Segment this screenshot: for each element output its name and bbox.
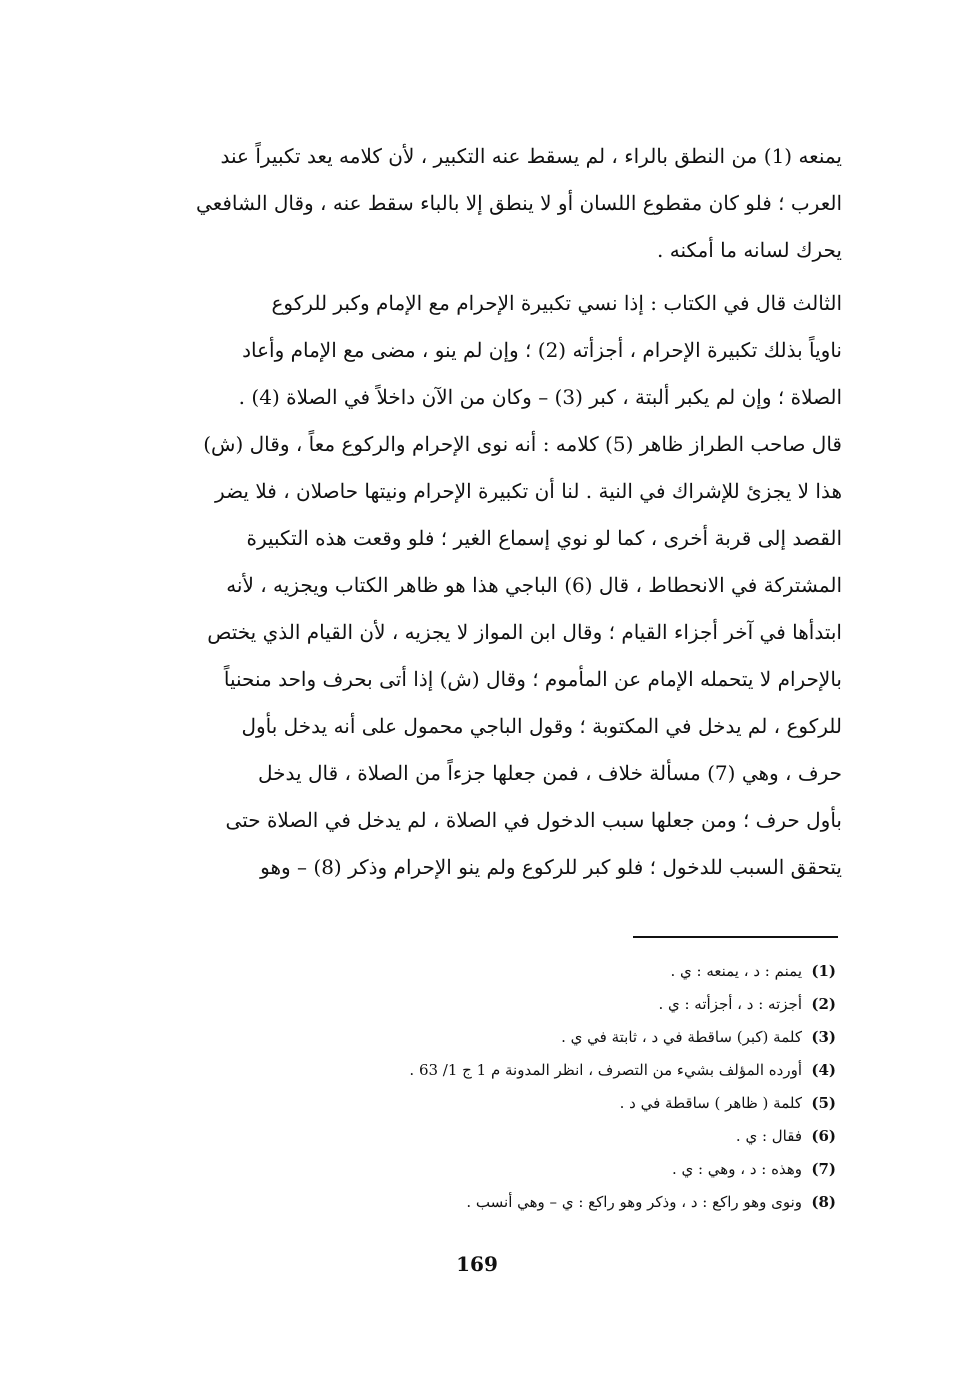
footnote-text: وهذه : د ، وهي : ي . <box>671 1160 802 1178</box>
footnote <box>276 955 836 988</box>
paragraph-2 <box>162 280 842 891</box>
text-line: العرب ؛ فلو كان مقطوع اللسان أو لا ينطق إلا بالباء سقط عنه ، وقال الشافعي <box>196 191 842 215</box>
footnote-number: (4) <box>811 1061 836 1079</box>
footnote-text: أورده المؤلف بشيء من التصرف ، انظر المدونة م 1 ج 1/ 63 . <box>409 1061 802 1079</box>
footnote <box>276 988 836 1021</box>
text-line: القصد إلى قربة أخرى ، كما لو نوي إسماع الغير ؛ فلو وقعت هذه التكبيرة <box>246 526 842 550</box>
footnote-separator <box>633 936 838 938</box>
text-line: ابتدأها في آخر أجزاء القيام ؛ وقال ابن المواز لا يجزيه ، لأن القيام الذي يختص <box>207 620 842 644</box>
text-line: بأول حرف ؛ ومن جعلها سبب الدخول في الصلاة ، لم يدخل في الصلاة حتى <box>225 808 842 832</box>
footnote-number: (8) <box>811 1193 836 1211</box>
text-line: للركوع ، لم يدخل في المكتوبة ؛ وقول الباجي محمول على أنه يدخل بأول <box>241 714 842 738</box>
text-line: المشتركة في الانحطاط ، قال (6) الباجي هذا هو ظاهر الكتاب ويجزيه ، لأنه <box>226 573 842 597</box>
footnote-number: (5) <box>811 1094 836 1112</box>
footnote-text: فقال : ي . <box>735 1127 802 1145</box>
footnote-number: (7) <box>811 1160 836 1178</box>
paragraph-1 <box>162 133 842 274</box>
footnotes-list <box>276 955 836 1219</box>
footnote-number: (6) <box>811 1127 836 1145</box>
text-line: بالإحرام لا يتحمله الإمام عن المأموم ؛ وقال (ش) إذا أتى بحرف واحد منحنياً <box>223 667 842 691</box>
footnote-number: (2) <box>811 995 836 1013</box>
footnote-number: (3) <box>811 1028 836 1046</box>
footnote-number: (1) <box>811 962 836 980</box>
text-line: هذا لا يجزئ للإشراك في النية . لنا أن تكبيرة الإحرام ونيتها حاصلان ، فلا يضر <box>215 479 842 503</box>
footnote-text: كلمة ( ظاهر ) ساقطة في د . <box>619 1094 802 1112</box>
text-line: يحرك لسانه ما أمكنه . <box>657 238 842 262</box>
text-line: حرف ، وهي (7) مسألة خلاف ، فمن جعلها جزءاً من الصلاة ، قال يدخل <box>258 761 842 785</box>
footnote <box>276 1186 836 1219</box>
text-line: يمنعه (1) من النطق بالراء ، لم يسقط عنه التكبير ، لأن كلامه يعد تكبيراً عند <box>220 144 842 168</box>
text-line: يتحقق السبب للدخول ؛ فلو كبر للركوع ولم ينو الإحرام وذكر (8) – وهو <box>260 855 842 879</box>
page-number: 169 <box>456 1252 498 1276</box>
footnote <box>276 1087 836 1120</box>
footnote <box>276 1021 836 1054</box>
text-line: قال صاحب الطراز ظاهر (5) كلامه : أنه نوى الإحرام والركوع معاً ، وقال (ش) <box>203 432 842 456</box>
text-line: ناوياً بذلك تكبيرة الإحرام ، أجزأته (2) ؛ وإن لم ينو ، مضى مع الإمام وأعاد <box>242 338 842 362</box>
footnote <box>276 1120 836 1153</box>
footnote <box>276 1054 836 1087</box>
text-line: الثالث قال في الكتاب : إذا نسي تكبيرة الإحرام مع الإمام وكبر للركوع <box>271 291 842 315</box>
text-line: الصلاة ؛ وإن لم يكبر ألبتة ، كبر (3) – وكان من الآن داخلاً في الصلاة (4) . <box>238 385 842 409</box>
footnote-text: يمنم : د ، يمنعه : ي . <box>670 962 802 980</box>
footnote-text: ونوى وهو راكع : د ، وذكر وهو راكع : ي – وهي أنسب . <box>466 1193 802 1211</box>
footnote-text: كلمة (كبر) ساقطة في د ، ثابتة في ي . <box>561 1028 802 1046</box>
footnote <box>276 1153 836 1186</box>
footnote-text: أجزته : د ، أجزأته : ي . <box>658 995 802 1013</box>
